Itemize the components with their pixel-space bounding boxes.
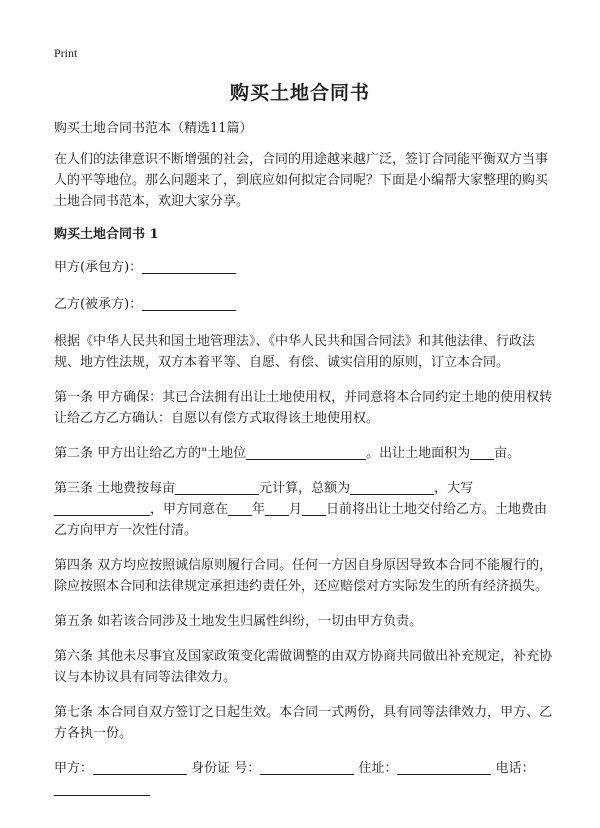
sig-id-label: 身份证 号： [191,761,261,776]
land-location-blank [246,444,366,460]
document-body [54,118,556,800]
sig-phone-blank [54,780,150,796]
day-blank [302,500,326,516]
party-b-line [54,294,556,315]
article-3-part-e: 年 [252,502,266,517]
article-1: 第一条 甲方确保：其已合法拥有出让土地使用权，并同意将本合同约定土地的使用权转让给乙方乙方确认：自愿以有偿方式取得该土地使用权。 [54,390,553,426]
document-subtitle: 购买土地合同书范本（精选11篇） [54,121,253,136]
party-b-label: 乙方(被承方)： [54,297,143,312]
sig-address-label: 住址： [358,761,398,776]
article-2 [54,443,556,464]
article-3-part-g: 日前将出让土地交付给乙方。土地费由乙方向甲方一次性付清。 [54,502,548,538]
article-5: 第五条 如若该合同涉及土地发生归属性纠纷，一切由甲方负责。 [54,614,423,629]
amount-in-words-blank [54,500,150,516]
print-link[interactable]: Print [54,46,78,60]
total-amount-blank [350,479,434,495]
article-2-part-a: 第二条 甲方出让给乙方的"土地位 [54,446,247,461]
article-3-part-f: 月 [289,502,303,517]
sig-phone-label: 电话： [495,761,535,776]
article-4: 第四条 双方均应按照诚信原则履行合同。任何一方因自身原因导致本合同不能履行的，除应按照本合同和法律规定承担违约责任外，还应赔偿对方实际发生的所有经济损失。 [54,558,553,594]
sig-address-blank [397,759,491,775]
land-area-blank [470,444,494,460]
sig-id-blank [260,759,354,775]
sig-party-a-label: 甲方： [54,761,94,776]
article-3-part-d: ，甲方同意在 [150,502,229,517]
article-3 [54,478,556,541]
section-heading: 购买土地合同书 1 [54,227,159,242]
party-a-blank [142,258,236,274]
year-blank [228,500,252,516]
article-6: 第六条 其他未尽事宜及国家政策变化需做调整的由双方协商共同做出补充规定，补充协议与本协议具有同等法律效力。 [54,649,553,685]
party-a-label: 甲方(承包方)： [54,260,143,275]
article-7: 第七条 本合同自双方签订之日起生效。本合同一式两份，具有同等法律效力，甲方、乙方各执一份。 [54,705,553,741]
article-3-part-c: ，大写 [434,481,474,496]
article-3-part-b: 元计算，总额为 [259,481,351,496]
article-2-part-b: 。出让土地面积为 [366,446,471,461]
month-blank [265,500,289,516]
party-b-blank [142,295,236,311]
party-a-line [54,257,556,278]
sig-party-a-blank [93,759,187,775]
price-per-mu-blank [175,479,259,495]
document-title: 购买土地合同书 [229,82,370,104]
intro-paragraph: 在人们的法律意识不断增强的社会，合同的用途越来越广泛，签订合同能平衡双方当事人的平等地位。那么问题来了，到底应如何拟定合同呢？下面是小编帮大家整理的购买土地合同书范本，欢迎大家分享。 [54,152,549,209]
article-3-part-a: 第三条 土地费按每亩 [54,481,176,496]
signature-line [54,758,556,800]
preamble-paragraph: 根据《中华人民共和国土地管理法》、《中华人民共和国合同法》和其他法律、行政法规、地方性法规，双方本着平等、自愿、有偿、诚实信用的原则，订立本合同。 [54,334,536,370]
article-2-part-c: 亩。 [494,446,521,461]
